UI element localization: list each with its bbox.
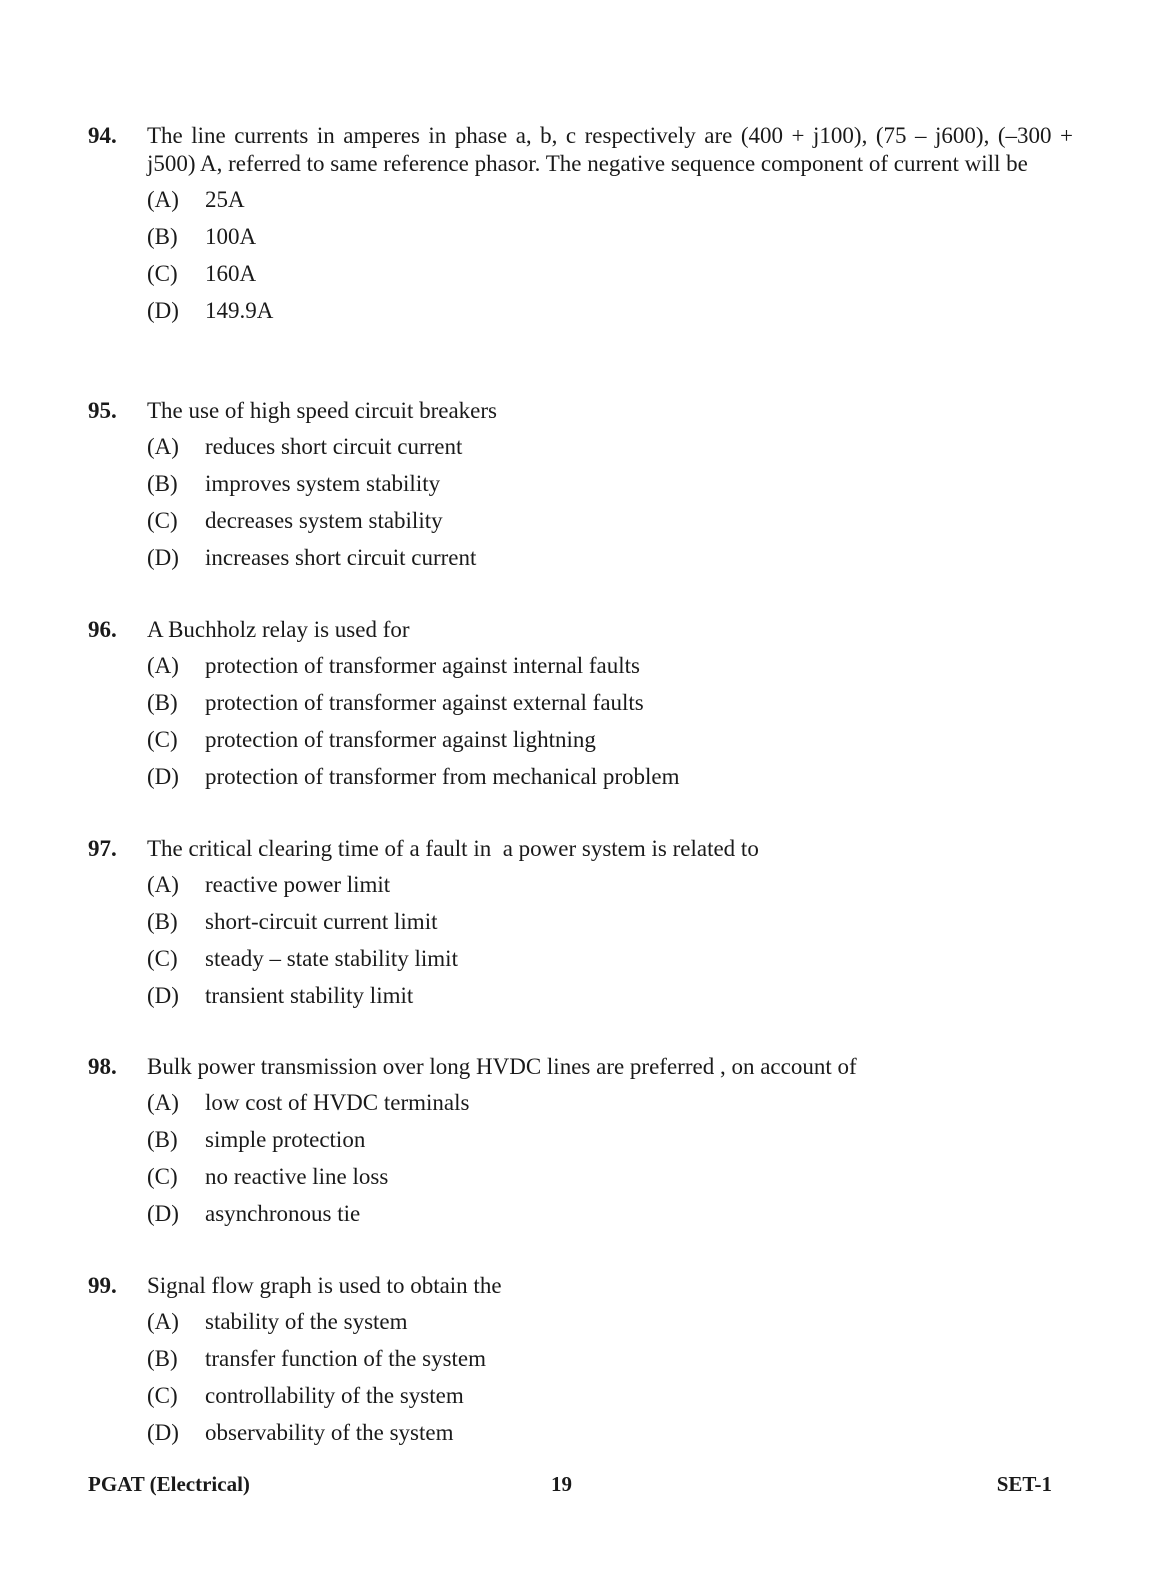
- option-d: [147, 763, 1073, 800]
- question-number: 94.: [88, 123, 117, 148]
- option-a: [147, 652, 1073, 689]
- option-text: stability of the system: [205, 1309, 408, 1334]
- option-b: [147, 1126, 1073, 1163]
- option-text: controllability of the system: [205, 1383, 464, 1408]
- option-label: (C): [147, 508, 178, 533]
- question-99: [88, 1272, 1073, 1456]
- option-text: protection of transformer from mechanical problem: [205, 764, 680, 789]
- option-label: (C): [147, 946, 178, 971]
- option-label: (C): [147, 261, 178, 286]
- option-label: (B): [147, 1127, 178, 1152]
- option-text: steady – state stability limit: [205, 946, 458, 971]
- option-b: [147, 908, 1073, 945]
- option-label: (C): [147, 1164, 178, 1189]
- option-text: reactive power limit: [205, 872, 391, 897]
- option-b: [147, 223, 1073, 260]
- question-94: [88, 122, 1073, 334]
- option-d: [147, 1200, 1073, 1237]
- question-number: 96.: [88, 617, 117, 642]
- option-text: decreases system stability: [205, 508, 443, 533]
- option-text: 100A: [205, 224, 257, 249]
- option-text: 149.9A: [205, 298, 274, 323]
- option-d: [147, 982, 1073, 1019]
- option-text: transient stability limit: [205, 983, 414, 1008]
- option-c: [147, 260, 1073, 297]
- option-text: 160A: [205, 261, 257, 286]
- question-number: 95.: [88, 398, 117, 423]
- option-label: (B): [147, 690, 178, 715]
- option-text: improves system stability: [205, 471, 441, 496]
- option-list: [147, 652, 1073, 800]
- option-label: (A): [147, 434, 179, 459]
- question-98: [88, 1053, 1073, 1237]
- page-footer: [88, 1472, 1052, 1502]
- option-text: reduces short circuit current: [205, 434, 463, 459]
- option-label: (A): [147, 187, 179, 212]
- option-d: [147, 297, 1073, 334]
- option-label: (B): [147, 1346, 178, 1371]
- option-label: (A): [147, 1090, 179, 1115]
- option-list: [147, 1089, 1073, 1237]
- option-text: observability of the system: [205, 1420, 454, 1445]
- option-c: [147, 1382, 1073, 1419]
- question-text: The use of high speed circuit breakers: [147, 398, 497, 423]
- option-text: increases short circuit current: [205, 545, 477, 570]
- option-a: [147, 1089, 1073, 1126]
- question-96: [88, 616, 1073, 800]
- option-label: (B): [147, 909, 178, 934]
- question-number: 98.: [88, 1054, 117, 1079]
- option-text: 25A: [205, 187, 245, 212]
- option-label: (D): [147, 1201, 179, 1226]
- question-97: [88, 835, 1073, 1019]
- option-text: low cost of HVDC terminals: [205, 1090, 470, 1115]
- option-label: (D): [147, 983, 179, 1008]
- option-d: [147, 1419, 1073, 1456]
- question-text: Bulk power transmission over long HVDC lines are preferred , on account of: [147, 1054, 857, 1079]
- option-label: (D): [147, 545, 179, 570]
- question-95: [88, 397, 1073, 581]
- option-label: (D): [147, 1420, 179, 1445]
- option-label: (B): [147, 224, 178, 249]
- question-number: 97.: [88, 836, 117, 861]
- option-list: [147, 1308, 1073, 1456]
- option-a: [147, 433, 1073, 470]
- option-b: [147, 689, 1073, 726]
- option-list: [147, 433, 1073, 581]
- option-label: (B): [147, 471, 178, 496]
- option-text: protection of transformer against lightning: [205, 727, 596, 752]
- option-list: [147, 871, 1073, 1019]
- option-text: short-circuit current limit: [205, 909, 438, 934]
- option-a: [147, 871, 1073, 908]
- option-c: [147, 726, 1073, 763]
- option-label: (D): [147, 764, 179, 789]
- option-label: (A): [147, 1309, 179, 1334]
- option-a: [147, 1308, 1073, 1345]
- option-c: [147, 945, 1073, 982]
- option-c: [147, 507, 1073, 544]
- option-text: no reactive line loss: [205, 1164, 389, 1189]
- question-text: The critical clearing time of a fault in a power system is related to: [147, 836, 759, 861]
- set-label: SET-1: [996, 1472, 1052, 1496]
- option-text: transfer function of the system: [205, 1346, 487, 1371]
- option-b: [147, 470, 1073, 507]
- option-label: (A): [147, 872, 179, 897]
- option-a: [147, 186, 1073, 223]
- page-number: 19: [551, 1472, 572, 1496]
- option-label: (A): [147, 653, 179, 678]
- option-label: (D): [147, 298, 179, 323]
- option-text: simple protection: [205, 1127, 366, 1152]
- option-d: [147, 544, 1073, 581]
- option-label: (C): [147, 727, 178, 752]
- option-c: [147, 1163, 1073, 1200]
- option-text: protection of transformer against external faults: [205, 690, 644, 715]
- question-number: 99.: [88, 1273, 117, 1298]
- option-b: [147, 1345, 1073, 1382]
- question-text: A Buchholz relay is used for: [147, 617, 410, 642]
- exam-name: PGAT (Electrical): [88, 1472, 250, 1496]
- question-text: Signal flow graph is used to obtain the: [147, 1273, 502, 1298]
- option-list: [147, 186, 1073, 334]
- question-text: The line currents in amperes in phase a, b, c respectively are (400 + j100), (75 – j600), (–300 + j500) A, referred to same reference phasor. The negative sequence component of current will be: [147, 123, 1073, 176]
- option-text: asynchronous tie: [205, 1201, 361, 1226]
- option-label: (C): [147, 1383, 178, 1408]
- option-text: protection of transformer against internal faults: [205, 653, 640, 678]
